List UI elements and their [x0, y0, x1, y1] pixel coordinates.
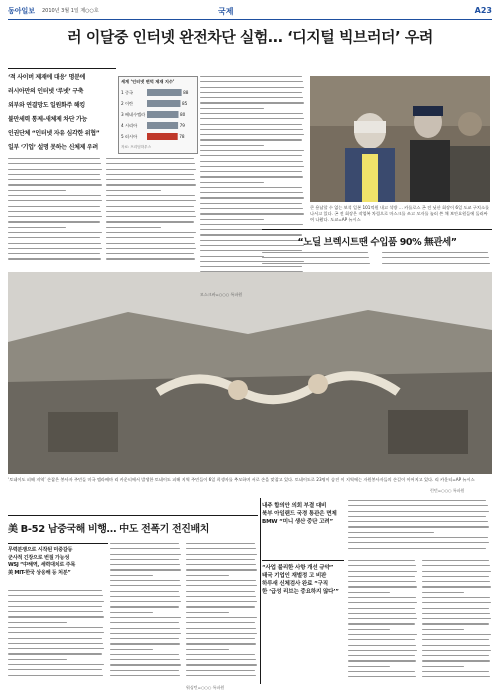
text-line: [348, 505, 488, 506]
dek-line: 일부 ‘기업’ 설명 못하는 신체제 우려: [8, 144, 98, 151]
byline: 워싱턴=○○○ 특파원: [186, 685, 225, 690]
text-line: [106, 211, 195, 212]
text-line: [422, 597, 490, 598]
text-line: [348, 602, 417, 603]
article-body-column: [8, 158, 104, 268]
text-line: [200, 161, 303, 162]
text-line: [186, 554, 257, 555]
chart-bar: [147, 122, 178, 129]
text-line: [186, 643, 256, 644]
text-line: [8, 611, 103, 612]
text-line: [110, 580, 180, 581]
text-line: [110, 554, 181, 555]
text-line: [422, 623, 489, 624]
text-line: [348, 597, 416, 598]
text-line: [110, 585, 181, 586]
photo-caption: 큰 용납할 수 없는 보석 일본 101억원 내고 석방 … 카를로스 곤 전 닛산 회장이 6일 도쿄 구치소를 나서고 있다. 곤 전 회장은 작업복 차림으로 마스크를 쓰고 모자를 눌러 쓴 채 보안요원들에 둘러싸여 나왔다. 도쿄=AP 뉴시스: [310, 205, 490, 222]
text-line: [106, 248, 196, 249]
text-line: [200, 92, 302, 93]
text-line: [8, 179, 101, 180]
text-line: [348, 592, 390, 593]
text-line: [106, 258, 195, 259]
text-line: [186, 622, 255, 623]
text-line: [422, 671, 489, 672]
text-line: [110, 643, 180, 644]
text-line: [348, 629, 390, 630]
text-line: [422, 634, 491, 635]
dek-line: 무력분쟁으로 시작된 미중갈등: [8, 547, 73, 553]
text-line: [8, 622, 67, 623]
text-line: [348, 660, 416, 661]
text-line: [110, 575, 153, 576]
text-line: [186, 649, 229, 650]
text-line: [200, 87, 304, 88]
text-line: [8, 632, 104, 633]
text-line: [106, 216, 196, 217]
text-line: [262, 263, 370, 264]
text-line: [106, 190, 161, 191]
dek-line: 불만세력 통제-새체제 차단 가능: [8, 116, 88, 123]
text-line: [200, 81, 303, 82]
thailand-story-dek: [262, 560, 344, 596]
text-line: [8, 669, 102, 670]
text-line: [110, 670, 179, 671]
text-line: [200, 124, 302, 125]
text-line: [8, 606, 102, 607]
text-line: [8, 653, 102, 654]
text-line: [200, 113, 303, 114]
photo-illustration: [310, 76, 490, 202]
chart-category-label: 4 시리아: [121, 123, 138, 128]
text-line: [110, 638, 179, 639]
article-body-column: [110, 543, 182, 683]
dek-line: “사업 불리한 사항 개선 규약”: [262, 565, 334, 571]
text-line: [8, 638, 102, 639]
text-line: [8, 174, 100, 175]
ghosn-release-photo: [310, 76, 490, 202]
text-line: [8, 211, 101, 212]
text-line: [348, 521, 488, 522]
text-line: [348, 613, 416, 614]
text-line: [8, 648, 104, 649]
text-line: [200, 197, 304, 198]
text-line: [110, 622, 179, 623]
text-line: [106, 227, 161, 228]
article-body-column: [186, 543, 258, 683]
text-line: [8, 616, 104, 617]
text-line: [110, 559, 179, 560]
text-line: [186, 585, 257, 586]
text-line: [348, 581, 416, 582]
text-line: [348, 639, 415, 640]
text-line: [106, 232, 196, 233]
text-line: [186, 675, 256, 676]
text-line: [200, 145, 264, 146]
text-line: [106, 195, 195, 196]
byline: 모스크바=○○○ 특파원: [200, 292, 243, 297]
dek-line: 하루새 신체검사 완료 “구직: [262, 581, 328, 587]
brexit-dek: [262, 502, 344, 526]
text-line: [422, 602, 491, 603]
text-line: [186, 601, 257, 602]
text-line: [186, 559, 255, 560]
text-line: [200, 166, 304, 167]
text-line: [106, 158, 194, 159]
chart-value-label: 79: [179, 123, 185, 128]
text-line: [110, 633, 181, 634]
text-line: [200, 134, 304, 135]
text-line: [348, 500, 486, 501]
dek-line: 외부와 연결망도 일원화주 해킹: [8, 102, 85, 109]
text-line: [110, 606, 179, 607]
text-line: [8, 195, 101, 196]
chart-category-label: 3 베네수엘라: [121, 112, 146, 117]
text-line: [186, 543, 255, 544]
text-line: [106, 237, 194, 238]
text-line: [186, 564, 256, 565]
chart-source: 자료: 프리덤하우스: [121, 145, 152, 149]
tornado-volunteers-photo: [8, 272, 492, 474]
text-line: [200, 208, 303, 209]
text-line: [8, 206, 100, 207]
dek-line: 한 ‘급성 리브는 중요하지 않다’”: [262, 589, 339, 595]
text-line: [106, 253, 194, 254]
south-china-sea-dek: [8, 543, 108, 577]
chart-bar: [147, 100, 180, 107]
text-line: [348, 586, 417, 587]
chart-bar: [147, 89, 182, 96]
text-line: [8, 659, 67, 660]
text-line: [106, 243, 195, 244]
text-line: [106, 174, 194, 175]
text-line: [200, 224, 303, 225]
byline: 런던=○○○ 특파원: [430, 488, 465, 493]
text-line: [8, 163, 101, 164]
text-line: [422, 629, 464, 630]
text-line: [200, 102, 304, 103]
text-line: [200, 192, 303, 193]
text-line: [348, 532, 434, 533]
text-line: [348, 671, 415, 672]
text-line: [8, 221, 100, 222]
text-line: [200, 129, 303, 130]
internet-censorship-chart: [118, 76, 198, 154]
text-line: [8, 200, 102, 201]
text-line: [422, 613, 490, 614]
text-line: [186, 633, 257, 634]
text-line: [422, 571, 491, 572]
text-line: [110, 617, 181, 618]
text-line: [348, 537, 488, 538]
text-line: [422, 586, 491, 587]
page-number: A23: [474, 6, 492, 15]
text-line: [110, 596, 180, 597]
text-line: [186, 654, 255, 655]
text-line: [348, 548, 486, 549]
chart-plot: [119, 86, 199, 150]
divider: [262, 229, 492, 230]
text-line: [200, 97, 303, 98]
text-line: [348, 526, 489, 527]
dek-line: WSJ “中해역, 세력대치로 주목: [8, 562, 76, 568]
article-body-column: [106, 158, 198, 268]
chart-category-label: 2 이란: [121, 101, 134, 106]
text-line: [348, 560, 415, 561]
text-line: [348, 645, 416, 646]
text-line: [422, 618, 491, 619]
text-line: [106, 169, 196, 170]
text-line: [8, 248, 102, 249]
text-line: [348, 634, 417, 635]
chart-bar: [147, 111, 178, 118]
text-line: [186, 575, 229, 576]
text-line: [110, 628, 180, 629]
text-line: [8, 627, 103, 628]
text-line: [186, 548, 256, 549]
text-line: [348, 676, 416, 677]
text-line: [348, 542, 489, 543]
text-line: [200, 187, 302, 188]
text-line: [422, 608, 489, 609]
divider: [8, 515, 258, 516]
text-line: [200, 219, 264, 220]
text-line: [110, 543, 179, 544]
text-line: [348, 623, 415, 624]
article-body-column: [262, 252, 372, 270]
text-line: [422, 639, 489, 640]
text-line: [200, 182, 264, 183]
issue-date: 2010년 3월 1일 제○○호: [42, 8, 99, 14]
text-line: [8, 184, 102, 185]
dek-line: 내주 합의안 의회 부결 대비: [262, 503, 327, 509]
text-line: [110, 591, 179, 592]
text-line: [348, 565, 416, 566]
south-china-sea-headline: 美 B-52 남중국해 비행… 中도 전폭기 전진배치: [8, 524, 210, 535]
text-line: [8, 232, 102, 233]
text-line: [262, 252, 368, 253]
text-line: [8, 158, 100, 159]
text-line: [110, 612, 153, 613]
text-line: [8, 190, 66, 191]
text-line: [186, 638, 255, 639]
text-line: [106, 206, 194, 207]
text-line: [200, 139, 302, 140]
text-line: [186, 628, 256, 629]
text-line: [186, 617, 257, 618]
text-line: [348, 608, 415, 609]
text-line: [422, 660, 490, 661]
chart-value-label: 78: [179, 134, 185, 139]
text-line: [422, 592, 464, 593]
text-line: [200, 155, 302, 156]
text-line: [422, 560, 489, 561]
text-line: [186, 670, 255, 671]
text-line: [200, 76, 302, 77]
dek-line: 군사적 긴장으로 번질 가능성: [8, 554, 70, 561]
text-line: [200, 203, 302, 204]
dek-line: 태국 기업인 재벌정 고 비판: [262, 573, 327, 579]
chart-value-label: 85: [181, 101, 188, 106]
text-line: [382, 252, 488, 253]
text-line: [422, 666, 464, 667]
text-line: [262, 257, 369, 258]
text-line: [348, 571, 417, 572]
text-line: [200, 108, 264, 109]
text-line: [110, 564, 180, 565]
text-line: [110, 654, 179, 655]
newspaper-name: 동아일보: [8, 7, 36, 15]
masthead: [8, 6, 492, 20]
text-line: [110, 675, 180, 676]
text-line: [106, 179, 195, 180]
text-line: [422, 565, 490, 566]
text-line: [110, 659, 180, 660]
text-line: [186, 664, 257, 665]
text-line: [8, 601, 104, 602]
text-line: [200, 213, 304, 214]
article-body-column: [8, 590, 106, 683]
chart-value-label: 88: [183, 90, 189, 95]
photo-caption: ‘토네이도 피해 지역’ 손잡은 봉사자 주민들 미국 앨라배마 리 카운티에서 발생한 토네이도 피해 지역 주민들이 6일 희생자를 추모하며 서로 손을 맞잡고 있다. 토네이도로 23명이 숨진 이 지역에는 자원봉사자들의 손길이 이어지고 있다. 리 카운티=AP 뉴시스: [8, 477, 475, 482]
text-line: [186, 580, 256, 581]
text-line: [186, 606, 255, 607]
text-line: [422, 581, 490, 582]
text-line: [8, 590, 102, 591]
text-line: [106, 163, 195, 164]
text-line: [422, 645, 490, 646]
text-line: [200, 171, 302, 172]
text-line: [200, 256, 264, 257]
text-line: [106, 200, 196, 201]
text-line: [422, 650, 491, 651]
dek-line: 러시아만의 인터넷 ‘루넷’ 구축: [8, 88, 84, 95]
text-line: [110, 569, 181, 570]
text-line: [382, 263, 490, 264]
text-line: [382, 257, 489, 258]
text-line: [348, 618, 417, 619]
text-line: [8, 675, 103, 676]
dek-line: BMW “미니 생산 중단 고려”: [262, 519, 333, 525]
dek-line: 북부 아일랜드 국경 통관은 면제: [262, 511, 337, 517]
text-line: [8, 237, 100, 238]
main-headline: 러 이달중 인터넷 완전차단 실험… ‘디지털 빅브러더’ 우려: [67, 28, 433, 46]
article-body-column: [348, 500, 492, 556]
chart-category-label: 5 러시아: [121, 134, 138, 139]
text-line: [348, 650, 417, 651]
text-line: [200, 150, 304, 151]
chart-bar: [147, 133, 178, 140]
chart-category-label: 1 중국: [121, 90, 134, 95]
text-line: [348, 576, 415, 577]
text-line: [8, 643, 103, 644]
text-line: [8, 258, 101, 259]
chart-title: 세계 ‘인터넷 변덕 제재 지수’: [121, 79, 175, 84]
photo-illustration: [8, 272, 492, 474]
text-line: [8, 243, 101, 244]
text-line: [106, 221, 194, 222]
text-line: [186, 569, 257, 570]
text-line: [422, 576, 489, 577]
text-line: [8, 664, 104, 665]
text-line: [200, 176, 303, 177]
dek-line: 인권단체 “인터넷 자유 심각한 위협”: [8, 130, 100, 137]
text-line: [186, 659, 256, 660]
dek-line: 美 MIT-한국 상응해 등 처분”: [8, 569, 71, 576]
text-line: [110, 649, 153, 650]
text-line: [8, 169, 102, 170]
text-line: [348, 655, 415, 656]
article-body-column: [422, 560, 492, 683]
text-line: [186, 591, 255, 592]
text-line: [200, 118, 304, 119]
text-line: [110, 664, 181, 665]
dek-line: ‘적 사이버 제재에 대응’ 명분에: [8, 74, 86, 81]
article-body-column: [348, 560, 418, 683]
text-line: [110, 548, 180, 549]
text-line: [348, 516, 486, 517]
text-line: [186, 596, 256, 597]
text-line: [186, 612, 229, 613]
brexit-headline: “노딜 브렉시트땐 수입품 90% 無관세”: [297, 237, 457, 248]
text-line: [422, 676, 490, 677]
text-line: [110, 601, 181, 602]
article-body-column: [382, 252, 492, 270]
text-line: [8, 595, 103, 596]
text-line: [348, 511, 489, 512]
section-label: 국제: [218, 7, 234, 16]
main-dek: [8, 68, 116, 157]
text-line: [106, 184, 196, 185]
chart-value-label: 80: [179, 112, 186, 117]
text-line: [348, 666, 390, 667]
text-line: [422, 655, 489, 656]
text-line: [8, 227, 66, 228]
divider: [260, 498, 261, 684]
text-line: [8, 253, 100, 254]
text-line: [8, 216, 102, 217]
